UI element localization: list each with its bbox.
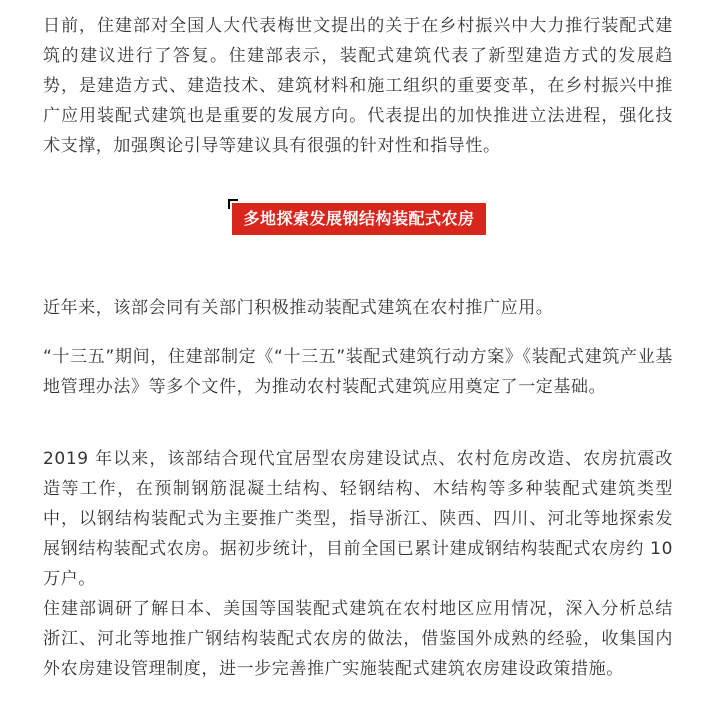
intro-paragraph: 日前，住建部对全国人大代表梅世文提出的关于在乡村振兴中大力推行装配式建筑的建议进行了答复。住建部表示，装配式建筑代表了新型建造方式的发展趋势，是建造方式、建造技术、建筑材料和施工组织的重要变革，在乡村振兴中推广应用装配式建筑也是重要的发展方向。代表提出的加快推进立法进程，强化技术支撑，加强舆论引导等建议具有很强的针对性和指导性。	[43, 16, 673, 156]
paragraph-since-2019: 2019 年以来，该部结合现代宜居型农房建设试点、农村危房改造、农房抗震改造等工作，在预制钢筋混凝土结构、轻钢结构、木结构等多种装配式建筑类型中，以钢结构装配式为主要推广类型，指导浙江、陕西、四川、河北等地探索发展钢结构装配式农房。据初步统计，目前全国已累计建成钢结构装配式农房约 10 万户。	[43, 449, 673, 589]
paragraph-promotion: 近年来，该部会同有关部门积极推动装配式建筑在农村推广应用。	[43, 298, 554, 318]
paragraph-13th-five-year: “十三五”期间，住建部制定《“十三五”装配式建筑行动方案》《装配式建筑产业基地管理办法》等多个文件，为推动农村装配式建筑应用奠定了一定基础。	[43, 347, 673, 397]
section-heading	[228, 199, 490, 239]
paragraph-research: 住建部调研了解日本、美国等国装配式建筑在农村地区应用情况，深入分析总结浙江、河北等地推广钢结构装配式农房的做法，借鉴国外成熟的经验，收集国内外农房建设管理制度，进一步完善推广实施装配式建筑农房建设政策措施。	[43, 599, 673, 679]
section-heading-label: 多地探索发展钢结构装配式农房	[232, 203, 486, 235]
